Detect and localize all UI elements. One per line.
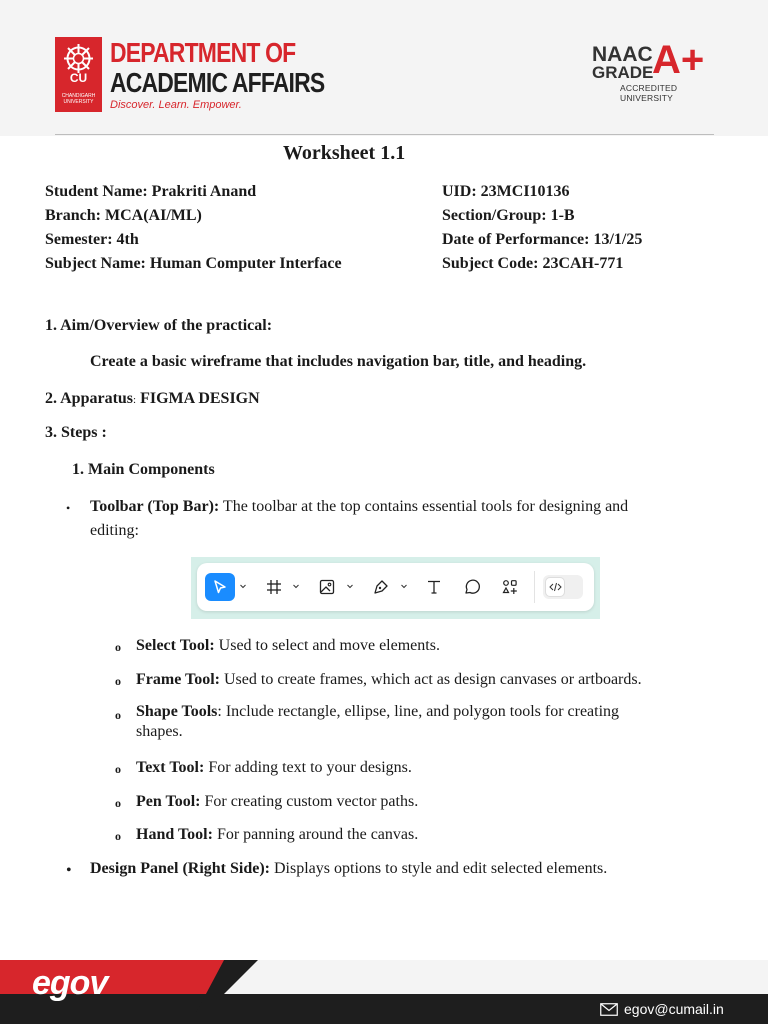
sub-bullet-glyph: o — [115, 708, 121, 722]
tool-desc: : Include rectangle, ellipse, line, and polygon tools for creating — [217, 703, 620, 720]
aim-heading: 1. Aim/Overview of the practical: — [45, 317, 273, 334]
cu-logo-subtext: CHANDIGARH UNIVERSITY — [61, 93, 96, 105]
tool-name: Pen Tool: — [136, 793, 201, 810]
tool-name: Frame Tool: — [136, 671, 220, 688]
sub-bullet-glyph: o — [115, 829, 121, 843]
section-group: Section/Group: 1-B — [442, 207, 575, 224]
chevron-down-icon[interactable] — [346, 582, 354, 590]
toolbar-separator — [534, 571, 535, 603]
grade-text: GRADE — [592, 63, 654, 82]
toolbar-label: Toolbar (Top Bar): — [90, 498, 220, 515]
branch: Branch: MCA(AI/ML) — [45, 207, 202, 224]
design-panel-text: Displays options to style and edit selected elements. — [270, 860, 608, 877]
sub-bullet-glyph: o — [115, 796, 121, 810]
design-panel-label: Design Panel (Right Side): — [90, 860, 270, 877]
sub-bullet-glyph: o — [115, 640, 121, 654]
email-text[interactable]: egov@cumail.in — [624, 1001, 724, 1017]
naac-text: NAAC — [592, 43, 653, 66]
tool-name: Hand Tool: — [136, 826, 213, 843]
text-icon[interactable] — [421, 573, 447, 601]
toolbar-item — [90, 495, 628, 519]
main-components-heading: 1. Main Components — [72, 461, 215, 478]
chevron-down-icon[interactable] — [400, 582, 408, 590]
figma-toolbar — [197, 563, 594, 611]
tool-desc: For adding text to your designs. — [204, 759, 412, 776]
student-name: Student Name: Prakriti Anand — [45, 183, 257, 200]
dev-mode-toggle[interactable] — [543, 575, 583, 599]
aim-text: Create a basic wireframe that includes navigation bar, title, and heading. — [90, 353, 587, 370]
mail-icon — [600, 1003, 618, 1016]
department-title-line2: ACADEMIC AFFAIRS — [110, 67, 325, 98]
apparatus-colon: : — [133, 394, 137, 406]
uid: UID: 23MCI10136 — [442, 183, 570, 200]
tool-desc: Used to create frames, which act as design canvases or artboards. — [220, 671, 642, 688]
page-header — [0, 0, 768, 136]
tool-desc: For creating custom vector paths. — [200, 793, 419, 810]
move-cursor-icon[interactable] — [205, 573, 235, 601]
tool-item — [136, 702, 619, 722]
tool-desc-cont: shapes. — [136, 723, 183, 740]
sub-bullet-glyph: o — [115, 762, 121, 776]
tool-item — [136, 634, 440, 658]
steps-heading: 3. Steps : — [45, 424, 107, 441]
sub-bullet-glyph: o — [115, 674, 121, 688]
code-icon — [545, 577, 565, 597]
toolbar-text-cont: editing: — [90, 522, 139, 539]
apparatus-value: FIGMA DESIGN — [136, 390, 260, 407]
subject-code: Subject Code: 23CAH-771 — [442, 255, 624, 272]
footer-slant-light — [224, 960, 768, 994]
apparatus-label: 2. Apparatus — [45, 390, 134, 407]
cu-logo-text: CU — [69, 71, 88, 85]
department-title — [110, 38, 324, 98]
tool-item — [136, 668, 642, 692]
semester: Semester: 4th — [45, 231, 139, 248]
accredited-text: ACCREDITED UNIVERSITY — [620, 83, 678, 103]
design-panel-item — [90, 857, 607, 881]
tool-item — [136, 823, 418, 847]
subject-name: Subject Name: Human Computer Interface — [45, 255, 342, 272]
tool-desc: Used to select and move elements. — [214, 637, 440, 654]
tool-name: Shape Tools — [136, 703, 218, 720]
tool-item — [136, 756, 412, 780]
header-divider — [55, 134, 714, 135]
apparatus — [45, 390, 260, 408]
bullet-glyph: • — [66, 501, 71, 515]
naac-badge — [592, 38, 717, 103]
bullet-glyph: • — [66, 862, 72, 879]
tool-desc: For panning around the canvas. — [212, 826, 419, 843]
pen-icon[interactable] — [368, 573, 394, 601]
tool-name: Text Tool: — [136, 759, 205, 776]
tool-name: Select Tool: — [136, 637, 215, 654]
toolbar-text: The toolbar at the top contains essential tools for designing and — [219, 498, 629, 515]
chevron-down-icon[interactable] — [239, 582, 247, 590]
actions-icon[interactable] — [497, 573, 523, 601]
footer-email[interactable] — [600, 1001, 724, 1017]
grade-aplus: A+ — [652, 38, 705, 82]
egov-logo: egov — [32, 964, 108, 1002]
tool-item — [136, 790, 418, 814]
cu-emblem-icon — [63, 43, 94, 74]
tagline: Discover. Learn. Empower. — [110, 99, 242, 111]
comment-icon[interactable] — [459, 573, 485, 601]
chevron-down-icon[interactable] — [292, 582, 300, 590]
worksheet-title: Worksheet 1.1 — [283, 142, 406, 164]
image-icon[interactable] — [314, 573, 340, 601]
frame-icon[interactable] — [261, 573, 287, 601]
department-title-line1: DEPARTMENT OF — [110, 37, 296, 68]
cu-logo — [55, 37, 102, 112]
date-of-performance: Date of Performance: 13/1/25 — [442, 231, 643, 248]
